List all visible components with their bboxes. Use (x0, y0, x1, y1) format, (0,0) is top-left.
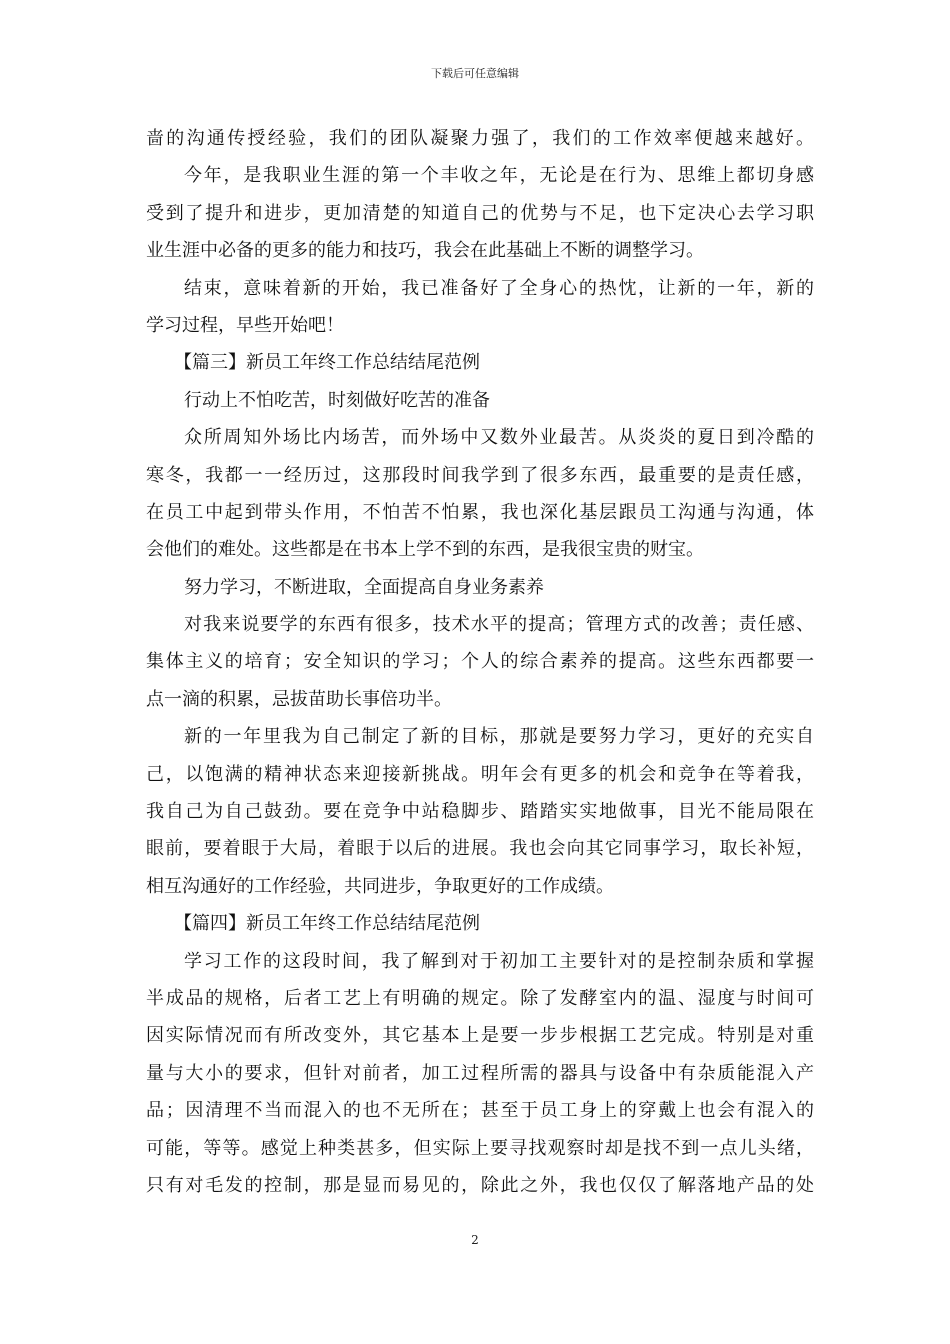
paragraph-first-line: 学习工作的这段时间，我了解到对于初加工主要针对的是控制杂质和掌握 (184, 950, 814, 972)
text-line: 品；因清理不当而混入的也不无所在；甚至于员工身上的穿戴上也会有混入的 (146, 1100, 814, 1122)
text-line: 业生涯中必备的更多的能力和技巧，我会在此基础上不断的调整学习。 (146, 240, 704, 262)
paragraph-first-line: 对我来说要学的东西有很多，技术水平的提高；管理方式的改善；责任感、 (184, 614, 814, 636)
text-line: 因实际情况而有所改变外，其它基本上是要一步步根据工艺完成。特别是对重 (146, 1025, 814, 1047)
page-number: 2 (471, 1233, 479, 1247)
text-line: 眼前，要着眼于大局，着眼于以后的进展。我也会向其它同事学习，取长补短， (146, 838, 814, 860)
text-line: 受到了提升和进步，更加清楚的知道自己的优势与不足，也下定决心去学习职 (146, 202, 814, 224)
section-heading: 【篇四】新员工年终工作总结结尾范例 (174, 913, 480, 935)
text-line: 啬的沟通传授经验，我们的团队凝聚力强了，我们的工作效率便越来越好。 (146, 128, 814, 149)
text-line: 只有对毛发的控制，那是显而易见的，除此之外，我也仅仅了解落地产品的处 (146, 1174, 814, 1196)
text-line: 己，以饱满的精神状态来迎接新挑战。明年会有更多的机会和竞争在等着我， (146, 763, 814, 785)
subheading: 努力学习，不断进取，全面提高自身业务素养 (184, 576, 544, 598)
text-line: 我自己为自己鼓劲。要在竞争中站稳脚步、踏踏实实地做事，目光不能局限在 (146, 801, 814, 823)
subheading: 行动上不怕吃苦，时刻做好吃苦的准备 (184, 389, 490, 411)
page-header: 下载后可任意编辑 (431, 67, 519, 80)
paragraph-first-line: 结束，意味着新的开始，我已准备好了全身心的热忱，让新的一年，新的 (184, 277, 814, 299)
text-line: 相互沟通好的工作经验，共同进步，争取更好的工作成绩。 (146, 875, 614, 897)
text-line: 可能，等等。感觉上种类甚多，但实际上要寻找观察时却是找不到一点儿头绪， (146, 1137, 814, 1159)
text-line: 学习过程，早些开始吧！ (146, 314, 344, 336)
text-line: 在员工中起到带头作用，不怕苦不怕累，我也深化基层跟员工沟通与沟通，体 (146, 501, 814, 523)
paragraph-first-line: 今年，是我职业生涯的第一个丰收之年，无论是在行为、思维上都切身感 (184, 165, 814, 187)
text-line: 点一滴的积累，忌拔苗助长事倍功半。 (146, 688, 452, 710)
text-line: 会他们的难处。这些都是在书本上学不到的东西，是我很宝贵的财宝。 (146, 539, 704, 561)
document-body (146, 120, 814, 1204)
text-line: 半成品的规格，后者工艺上有明确的规定。除了发酵室内的温、湿度与时间可 (146, 987, 814, 1009)
text-line: 量与大小的要求，但针对前者，加工过程所需的器具与设备中有杂质能混入产 (146, 1062, 814, 1084)
paragraph-first-line: 众所周知外场比内场苦，而外场中又数外业最苦。从炎炎的夏日到冷酷的 (184, 427, 814, 449)
paragraph-first-line: 新的一年里我为自己制定了新的目标，那就是要努力学习，更好的充实自 (184, 726, 814, 748)
section-heading: 【篇三】新员工年终工作总结结尾范例 (174, 352, 480, 374)
text-line: 寒冬，我都一一经历过，这那段时间我学到了很多东西，最重要的是责任感， (146, 464, 814, 486)
text-line: 集体主义的培育；安全知识的学习；个人的综合素养的提高。这些东西都要一 (146, 651, 814, 673)
